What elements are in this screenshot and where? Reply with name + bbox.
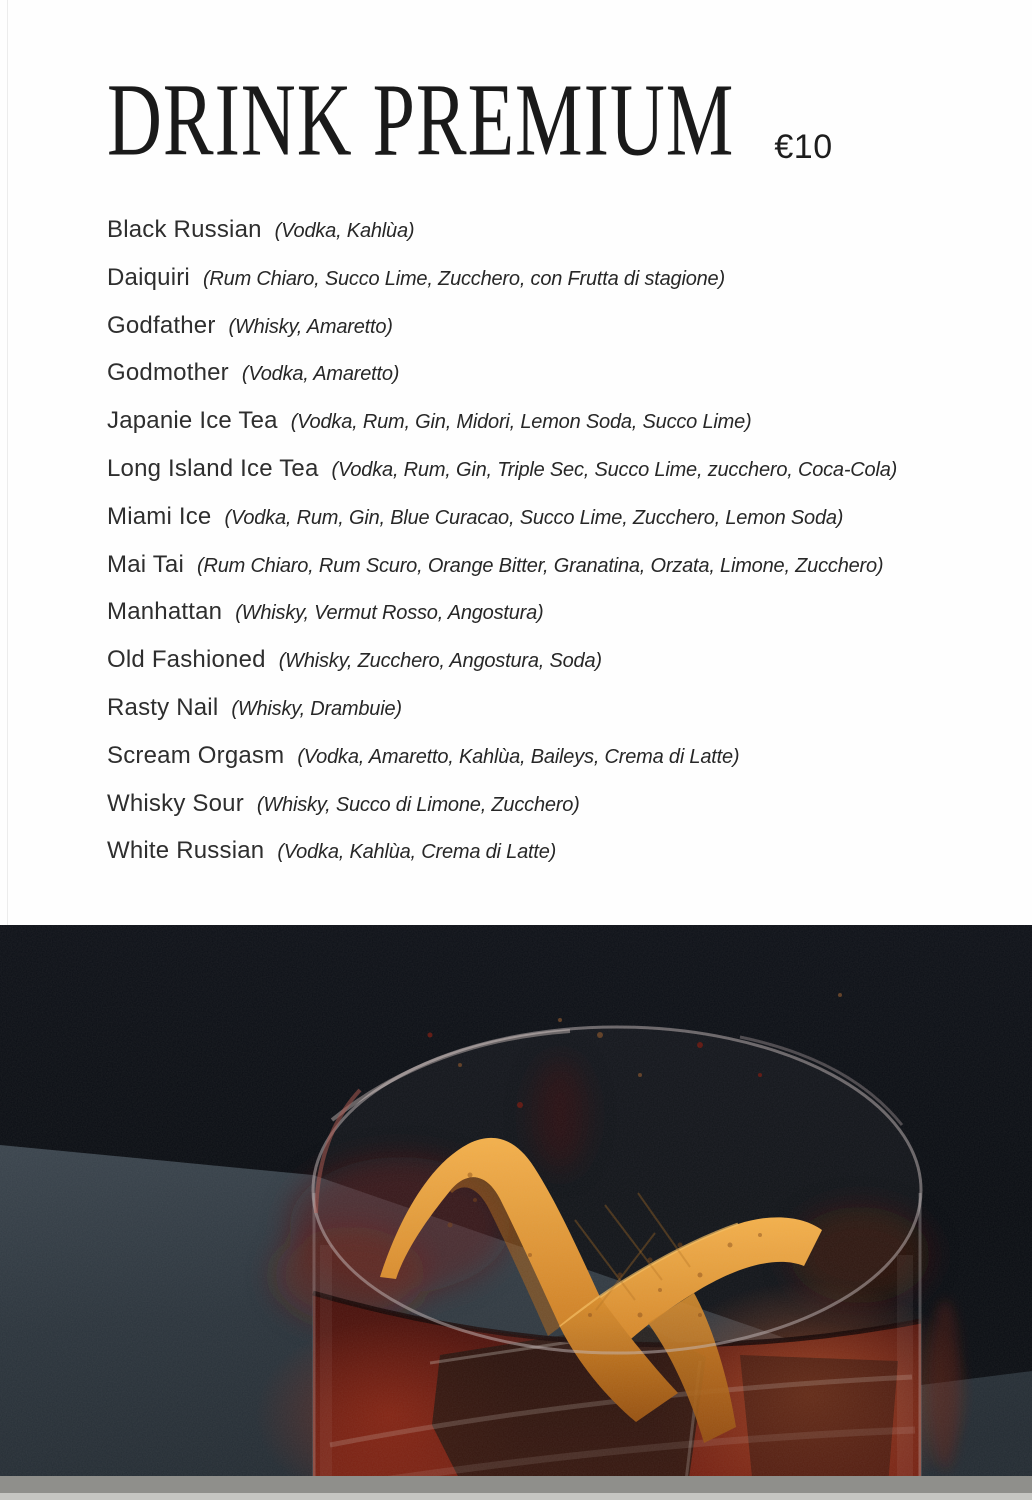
drink-name: Black Russian: [107, 216, 262, 243]
bottom-light-band: [0, 1493, 1032, 1500]
menu-item: [107, 590, 1012, 638]
drink-name: Long Island Ice Tea: [107, 454, 319, 482]
drink-name: Miami Ice: [107, 502, 212, 530]
menu-item: [107, 543, 1012, 591]
drink-ingredients: (Vodka, Kahlùa): [274, 220, 415, 242]
menu-item: [107, 208, 1012, 256]
price-label: €10: [774, 128, 833, 166]
drink-ingredients: (Whisky, Drambuie): [231, 697, 402, 720]
cocktail-photo-art: [0, 925, 1032, 1500]
cocktail-photo: [0, 925, 1032, 1500]
drink-ingredients: (Whisky, Succo di Limone, Zucchero): [256, 793, 580, 816]
drink-ingredients: (Whisky, Vermut Rosso, Angostura): [235, 602, 544, 625]
drink-name: White Russian: [107, 837, 265, 865]
drink-ingredients: (Vodka, Rum, Gin, Blue Curacao, Succo Lime, Zucchero, Lemon Soda): [224, 506, 844, 529]
drink-ingredients: (Whisky, Amaretto): [228, 315, 393, 338]
drink-ingredients: (Vodka, Amaretto): [241, 363, 400, 386]
drink-name: Japanie Ice Tea: [107, 407, 278, 435]
drink-ingredients: (Vodka, Rum, Gin, Midori, Lemon Soda, Succo Lime): [290, 411, 752, 434]
menu-item: [107, 447, 1012, 495]
menu-item: [107, 638, 1012, 686]
menu-item: [107, 782, 1012, 830]
drink-ingredients: (Vodka, Kahlùa, Crema di Latte): [277, 841, 557, 864]
drink-name: Mai Tai: [107, 550, 184, 578]
drink-ingredients: (Rum Chiaro, Succo Lime, Zucchero, con Frutta di stagione): [202, 267, 725, 290]
menu-item: [107, 495, 1012, 543]
menu-item: [107, 256, 1012, 304]
menu-item: [107, 829, 1012, 877]
menu-item: [107, 686, 1012, 734]
drink-name: Godfather: [107, 311, 216, 339]
menu-item: [107, 399, 1012, 447]
bottom-gray-band: [0, 1476, 1032, 1493]
drink-name: Scream Orgasm: [107, 741, 285, 769]
drink-name: Old Fashioned: [107, 646, 266, 674]
drink-name: Godmother: [107, 359, 229, 387]
menu-item: [107, 734, 1012, 782]
page-left-edge-line: [7, 0, 8, 925]
drink-name: Daiquiri: [107, 263, 190, 291]
drink-ingredients: (Vodka, Rum, Gin, Triple Sec, Succo Lime, zucchero, Coca-Cola): [331, 458, 898, 481]
drink-ingredients: (Whisky, Zucchero, Angostura, Soda): [278, 650, 602, 673]
header: [107, 63, 833, 178]
drink-name: Rasty Nail: [107, 693, 219, 721]
drink-name: Manhattan: [107, 598, 223, 626]
drink-ingredients: (Vodka, Amaretto, Kahlùa, Baileys, Crema di Latte): [297, 745, 740, 768]
page-title: DRINK PREMIUM: [107, 63, 735, 178]
drink-ingredients: (Rum Chiaro, Rum Scuro, Orange Bitter, Granatina, Orzata, Limone, Zucchero): [197, 554, 884, 577]
drink-name: Whisky Sour: [107, 789, 244, 817]
drink-list: [107, 208, 1012, 877]
menu-item: [107, 304, 1012, 352]
menu-item: [107, 351, 1012, 399]
film-grain: [0, 925, 1032, 1500]
